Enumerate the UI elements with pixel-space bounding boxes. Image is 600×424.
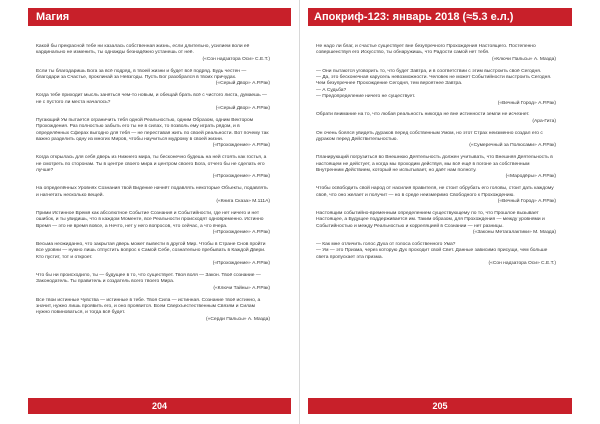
right-page-body <box>316 44 556 273</box>
quote-text: Чтобы освободить свой народ от насилия правителя, не стоит обрубать его головы, стоит дать каждому своё, что оно желает и получит — но в среде неизмеримо Свободного к Прохождению. <box>316 186 554 198</box>
quote-text: — Да, это бесконечная карусель невозможности. Человек не может Событийности выстроить Сегодня. Чем безупречнее Прохождение Сегодня, тем вероятнее Завтра. <box>316 75 552 87</box>
quote-block <box>36 155 270 181</box>
quote-block <box>36 118 270 150</box>
left-page-body <box>36 44 270 329</box>
quote-block <box>316 155 556 181</box>
right-page-number: 205 <box>308 398 572 414</box>
quote-text: — Они пытаются уговорить то, что будет Завтра, и в соответствии с этим выстроить своё Сегодня. <box>316 68 542 74</box>
quote-block <box>316 242 556 268</box>
quote-text: Настоящим событийно-временным определением существующему по то, что Прошлое вызывает Настоящее, а Будущее поддерживается им. Таким образом, для Прохождения — между уровнями и Событийностью и между Реальностью и корреляцией в Сознании — нет разницы. <box>316 210 545 229</box>
quote-source: («Сон надзатора Оси» С.Е.Т.) <box>202 56 270 62</box>
quote-text: — Предопределение ничего не существует. <box>316 94 416 100</box>
quote-source: («Сон надзатора Оси» С.Е.Т.) <box>488 261 556 267</box>
quote-block <box>36 273 270 292</box>
quote-source: («Ключи Пальсы» А. Мазда) <box>491 56 556 62</box>
quote-block <box>36 93 270 112</box>
quote-block <box>316 44 556 63</box>
quote-text: Обрати внимание на то, что любая реальность никогда не вне истинности земли не исчезнет. <box>316 112 530 118</box>
quote-block <box>36 211 270 237</box>
quote-block <box>316 112 556 125</box>
quote-block <box>36 44 270 63</box>
quote-source: («Вечный Город» А.Р.Рак) <box>497 100 556 106</box>
quote-source: (Ара-Гита) <box>532 118 556 124</box>
quote-text: Что бы ни происходило, ты — будущее в то, что существует. Твоя воля — Закон. Твоё сознание — Законодатель. Ты правитель и создатель всего твоего Мира. <box>36 272 261 285</box>
quote-text: — Ум — это Призма, через которую Дух проходит свой Свет. Данные зависимо присущи, чем больше света пропускает эта призма. <box>316 248 548 260</box>
quote-block <box>36 242 270 268</box>
quote-block <box>36 186 270 205</box>
quote-text: — А Судьба? <box>316 87 347 93</box>
quote-block <box>316 131 556 150</box>
left-page-header: Магия <box>28 8 291 26</box>
quote-source: («Прохождение» А.Р.Рак) <box>212 261 270 267</box>
quote-block <box>316 211 556 237</box>
quote-text: Планирующий погрузиться во Внешнюю Деятельность должен учитывать, что Внешняя Деятельность в настоящем не дейстует, а когда мы проходим действуя, мы всё ещё в погоне за собственным Внутренним Действием, который не испытывает, но даёт нам полноту. <box>316 155 553 174</box>
quote-source: («Вечный Город» А.Р.Рак) <box>497 199 556 205</box>
quote-text: Какой бы прекрасной тебе ни казалась собственная жизнь, если длительно, усилием воли её кардинально не изменить, ты однажды безнадёжно устанешь от неё. <box>36 44 250 56</box>
quote-source: («Серди Пальсы» А. Мазда) <box>206 316 270 322</box>
quote-source: («Серый Двор» А.Р.Рак) <box>215 81 270 87</box>
quote-block <box>36 69 270 88</box>
quote-source: («Ключи Тайны» А.Р.Рак) <box>213 285 270 291</box>
quote-text: Прими Истинное Время как абсолютное Событие Сознания и Событийности, где нет ничего и нет ошибок, и ты увидишь, что в каждом Моменте, все Реальности происходят одновременно. Истинно Время — это не время вовсе, а Нечто, нет у него вопросов, что сейчас, а что вчера. <box>36 210 264 229</box>
quote-text: Весьма неожиданно, что закрытая дверь может вывести в другой Мир. Чтобы в Стране Снов пройти все уровни — нужно лишь отпустить вопрос к Самой Себе, сознательно пребывать в Каждой Двери. Кто пустит, тот и откроет. <box>36 241 266 260</box>
quote-source: («Законы Метагалактики» М. Мазда) <box>472 230 556 236</box>
quote-block <box>36 298 270 324</box>
quote-source: («Серый Двор» А.Р.Рак) <box>215 106 270 112</box>
quote-block <box>316 186 556 205</box>
quote-block <box>316 69 556 107</box>
quote-text: Когда тебе приходит мысль заняться чем-то новым, и обещай брать всё с чистого листа, думаешь — не с пустого ли места началось? <box>36 93 267 105</box>
quote-text: Он очень боялся увидеть дураков перед собственным Умом, но этот Страх неизменно создал его с дураком перед Действительностью. <box>316 130 543 143</box>
left-page-number: 204 <box>28 398 291 414</box>
quote-text: Пугающий Ум пытается ограничить тебя одной Реальностью, одним Образом, одним Вектором Прохождения. Раз полностью забыть его ты не в силах, то позволь ему играть рядом, и в определённых Сферах выгодно для тебя — не переставая жить по своей реальности. Вот почему так важно разделить одну из многих Миров, чтобы научиться мудрому в своей жизни. <box>36 117 269 143</box>
right-page <box>300 0 600 424</box>
quote-source: («Сумеречный за Полюсами» А.Р.Рак) <box>469 143 556 149</box>
quote-source: («Прохождение» А.Р.Рак) <box>212 143 270 149</box>
quote-text: Если ты благодаришь Бога за всё подряд, в твоей жизни и будет всё подряд. Будь честен — благодари за Счастье, проклинай за Невзгоды. Пусть Бог разобрался в твоих причудах. <box>36 68 247 81</box>
quote-text: Все твои истинные Чувства — истинные в тебе. Твоя Сила — истинная. Сознание твоё истинно, а значит, нужно лишь проявить его, и оно проявится. Всем Сверхъестественным Связям и Силам нужно повиноваться, и тогда всё будет. <box>36 297 261 316</box>
quote-text: Когда открылась для себя дверь из Нижнего мира, ты бесконечно будешь на ней стоять как гостья, а не смотреть по сторонам. Ты в центре своего мира и центром своего Бога, отчего бы не сделать его лучше? <box>36 155 267 174</box>
quote-source: («Мародёры» А.Р.Рак) <box>505 174 556 180</box>
quote-source: («Прохождение» А.Р.Рак) <box>212 174 270 180</box>
quote-text: На определённых Уровнях Сознания твой Видение начнёт подавлять некоторые Объекты, подавлять и нагнетать несколько вещей. <box>36 186 268 198</box>
quote-text: — Как мне отличить голос Духа от голоса собственного Ума? <box>316 241 456 247</box>
right-page-header: Апокриф-123: январь 2018 (≈5.3 е.л.) <box>308 8 572 26</box>
quote-source: («Прохождение» А.Р.Рак) <box>212 230 270 236</box>
quote-source: («Книга Сказа» М.111А) <box>216 199 270 205</box>
quote-text: Не надо ли благ, и счастье существует вне безупречного Прохождения Настоящего. Постепенно совершенствуя его Искусство, ты обнаружишь, что Радости самой нет тебя. <box>316 44 536 56</box>
